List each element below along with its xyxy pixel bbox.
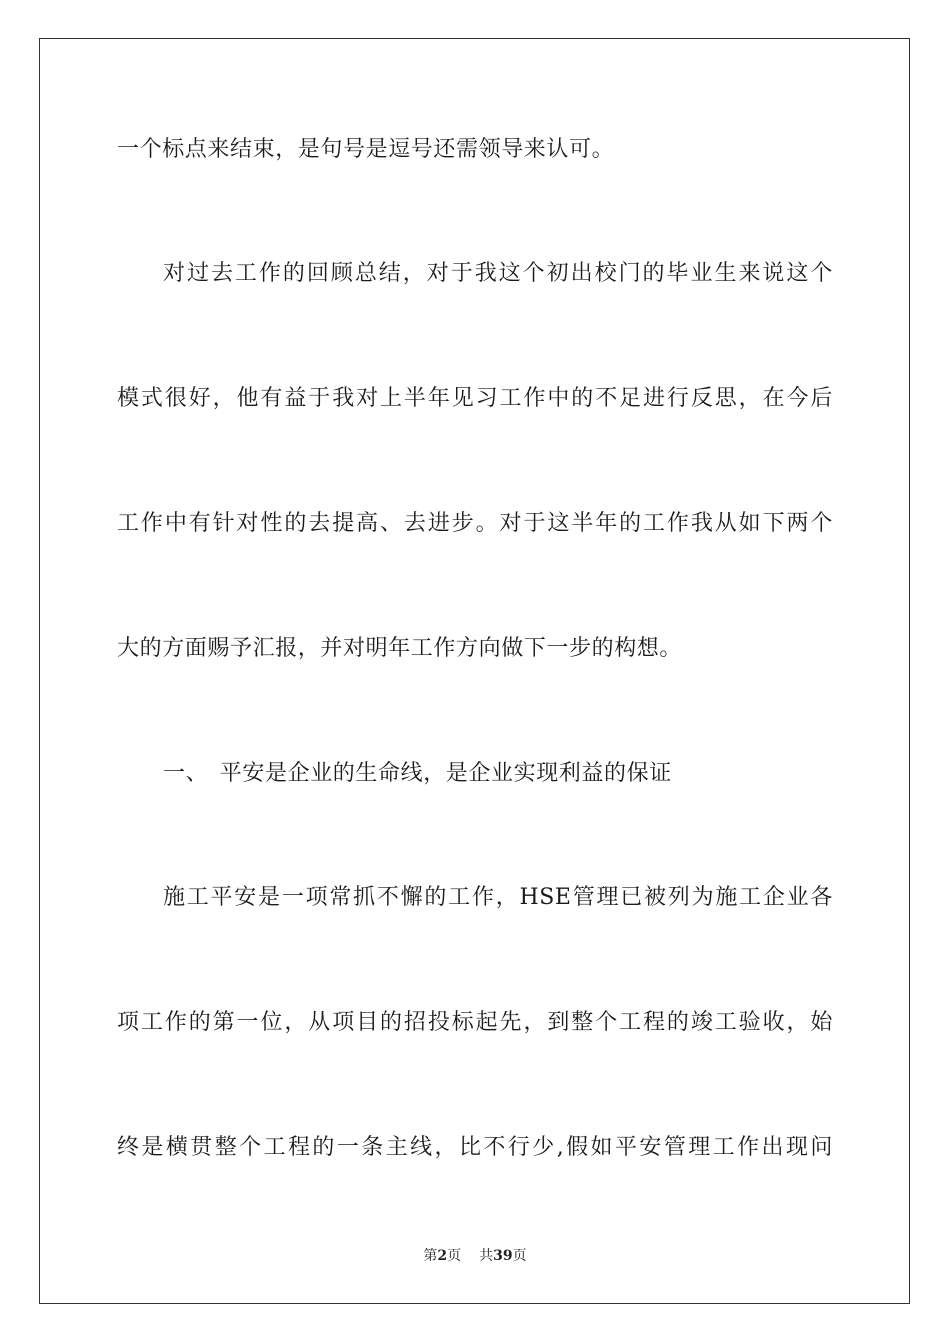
text-line-5: 大的方面赐予汇报，并对明年工作方向做下一步的构想。 <box>117 636 683 661</box>
page-suffix: 页 <box>447 1248 462 1264</box>
text-line-8: 项工作的第一位，从项目的招投标起先，到整个工程的竣工验收，始 <box>117 1010 833 1035</box>
page-number: 2 <box>437 1248 448 1264</box>
total-pages: 39 <box>493 1248 513 1264</box>
text-line-7: 施工平安是一项常抓不懈的工作，HSE管理已被列为施工企业各 <box>163 885 833 910</box>
text-line-2: 对过去工作的回顾总结，对于我这个初出校门的毕业生来说这个 <box>163 261 833 286</box>
page-border <box>39 38 910 1304</box>
text-line-9: 终是横贯整个工程的一条主线，比不行少,假如平安管理工作出现问 <box>117 1135 833 1160</box>
total-prefix: 共 <box>479 1248 494 1264</box>
page-footer <box>0 1246 950 1266</box>
section-heading: 一、 平安是企业的生命线，是企业实现利益的保证 <box>163 761 672 786</box>
text-line-1: 一个标点来结束，是句号是逗号还需领导来认可。 <box>117 137 615 162</box>
page-prefix: 第 <box>423 1248 438 1264</box>
total-suffix: 页 <box>512 1248 527 1264</box>
text-line-3: 模式很好，他有益于我对上半年见习工作中的不足进行反思，在今后 <box>117 386 833 411</box>
text-line-4: 工作中有针对性的去提高、去进步。对于这半年的工作我从如下两个 <box>117 511 833 536</box>
